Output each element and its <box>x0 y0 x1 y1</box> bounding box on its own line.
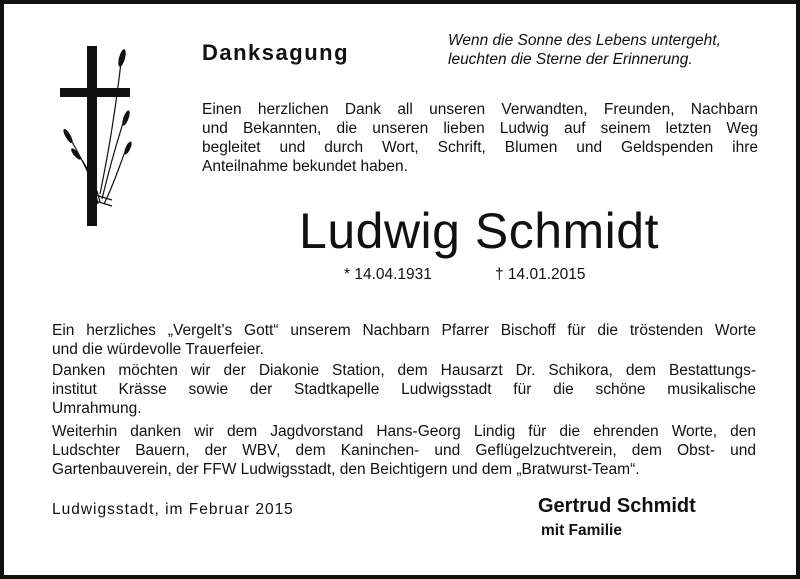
death-date: † 14.01.2015 <box>495 266 586 283</box>
deceased-name: Ludwig Schmidt <box>299 203 659 259</box>
intro-line: begleitet und durch Wort, Schrift, Blumen und Geldspenden ihre <box>202 139 758 156</box>
paragraph-line: Danken möchten wir der Diakonie Station, dem Hausarzt Dr. Schikora, dem Bestattungs- <box>52 362 756 379</box>
paragraph-line: institut Krässe sowie der Stadtkapelle Ludwigsstadt für die schöne musikalische <box>52 381 756 398</box>
intro-line: Anteilnahme bekundet haben. <box>202 158 408 175</box>
thanks-paragraph-services <box>52 361 756 418</box>
intro-line: und Bekannten, die unseren lieben Ludwig auf seinem letzten Weg <box>202 120 758 137</box>
motto-quote <box>448 31 778 69</box>
paragraph-line: Ein herzliches „Vergelt’s Gott“ unserem Nachbarn Pfarrer Bischoff für die tröstenden Worte <box>52 322 756 339</box>
notice-heading: Danksagung <box>202 40 350 65</box>
paragraph-line: und die würdevolle Trauerfeier. <box>52 341 264 358</box>
paragraph-line: Ludschter Bauern, der WBV, dem Kaninchen- und Geflügelzuchtverein, dem Obst- und <box>52 442 756 459</box>
paragraph-line: Umrahmung. <box>52 400 142 417</box>
birth-date: * 14.04.1931 <box>344 266 432 283</box>
intro-line: Einen herzlichen Dank all unseren Verwandten, Freunden, Nachbarn <box>202 101 758 118</box>
thanks-paragraph-pastor <box>52 321 756 359</box>
intro-paragraph <box>202 100 758 176</box>
place-and-date: Ludwigsstadt, im Februar 2015 <box>52 501 294 518</box>
signature-family: mit Familie <box>541 522 622 539</box>
signature-name: Gertrud Schmidt <box>538 495 696 517</box>
thanks-paragraph-clubs <box>52 422 756 479</box>
paragraph-line: Weiterhin danken wir dem Jagdvorstand Hans-Georg Lindig für die ehrenden Worte, den <box>52 423 756 440</box>
motto-line: leuchten die Sterne der Erinnerung. <box>448 51 693 68</box>
motto-line: Wenn die Sonne des Lebens untergeht, <box>448 32 721 49</box>
paragraph-line: Gartenbauverein, der FFW Ludwigsstadt, den Beichtigern und dem „Bratwurst-Team“. <box>52 461 640 478</box>
